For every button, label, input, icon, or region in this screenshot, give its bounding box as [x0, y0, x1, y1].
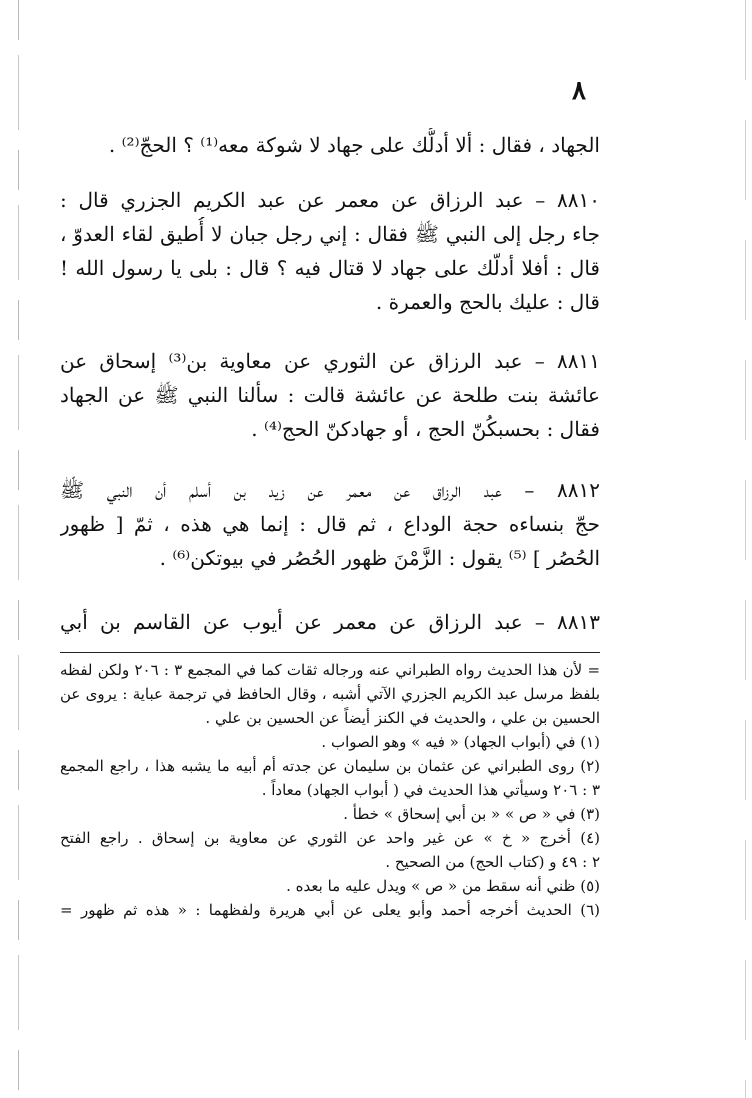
footnote-4-cont: ٢ : ٤٩ و (كتاب الحج) من الصحيح . — [385, 853, 600, 871]
footnote-1: (١) في (أبواب الجهاد) « فيه » وهو الصواب . — [321, 733, 600, 751]
text-line: ٨٨١٠ – عبد الرزاق عن معمر عن عبد الكريم الجزري قال : — [60, 188, 600, 212]
hadith-8812 — [60, 473, 600, 575]
footnote-2: (٢) روى الطبراني عن عثمان بن سليمان عن جدته أم أبيه ما يشبه هذا ، راجع المجمع — [60, 757, 600, 775]
footnote-divider — [60, 652, 600, 653]
hadith-8810 — [60, 183, 600, 319]
hadith-8811 — [60, 344, 600, 446]
text-line: قال : عليك بالحج والعمرة . — [375, 290, 600, 314]
hadith-8813 — [60, 605, 600, 639]
text-line: فقال : بحسبكُنّ الحج ، أو جهادكنّ الحج⁽⁴⁾ . — [251, 417, 600, 441]
text-line: قال : أفلا أدلّك على جهاد لا قتال فيه ؟ قال : بلى يا رسول الله ! — [60, 256, 600, 280]
scan-edge-right — [745, 0, 746, 1098]
footnote-line: الحسين بن علي ، والحديث في الكنز أيضاً عن الحسين بن علي . — [205, 709, 600, 727]
text-line: جاء رجل إلى النبي ﷺ فقال : إني رجل جبان لا أُطيق لقاء العدوّ ، — [60, 222, 600, 246]
footnote-5: (٥) ظني أنه سقط من « ص » ويدل عليه ما بعده . — [286, 877, 600, 895]
page-number: ٨ — [572, 76, 586, 106]
footnote-line: = لأن هذا الحديث رواه الطبراني عنه ورجاله ثقات كما في المجمع ٣ : ٢٠٦ ولكن لفظه — [60, 661, 600, 679]
footnote-6: (٦) الحديث أخرجه أحمد وأبو يعلى عن أبي هريرة ولفظهما : « هذه ثم ظهور = — [60, 901, 600, 919]
text-line: ٨٨١٣ – عبد الرزاق عن معمر عن أيوب عن القاسم بن أبي — [60, 610, 600, 634]
text-line: الحُصُر ] ⁽⁵⁾ يقول : الزَّمْنَ ظهور الحُصُر في بيوتكن⁽⁶⁾ . — [159, 546, 600, 570]
footnote-3: (٣) في « ص » « بن أبي إسحاق » خطأ . — [343, 805, 600, 823]
scan-edge-left — [18, 0, 19, 1098]
text-line: ٨٨١٢ – عبد الرزاق عن معمر عن زيد بن أسلم أن النبي ﷺ — [60, 478, 600, 502]
text-line: عائشة بنت طلحة عن عائشة قالت : سألنا النبي ﷺ عن الجهاد — [60, 383, 600, 407]
footnote-4: (٤) أخرج « خ » عن غير واحد عن الثوري عن معاوية بن إسحاق . راجع الفتح — [60, 829, 600, 847]
text-line: ٨٨١١ – عبد الرزاق عن الثوري عن معاوية بن⁽³⁾ إسحاق عن — [60, 349, 600, 373]
text-line: حجّ بنساءه حجة الوداع ، ثم قال : إنما هي هذه ، ثمّ [ ظهور — [60, 512, 600, 536]
footnotes — [60, 658, 600, 922]
footnote-line: بلفظ مرسل عبد الكريم الجزري الآتي أشبه ، وقال الحافظ في ترجمة عباية : يروى عن — [60, 685, 600, 703]
text-line: الجهاد ، فقال : ألا أدلُّك على جهاد لا شوكة معه⁽¹⁾ ؟ الحجّ⁽²⁾ . — [108, 133, 600, 157]
text-block-intro — [60, 128, 600, 162]
footnote-2-cont: ٣ : ٢٠٦ وسيأتي هذا الحديث في ( أبواب الجهاد) معاداً . — [261, 781, 600, 799]
